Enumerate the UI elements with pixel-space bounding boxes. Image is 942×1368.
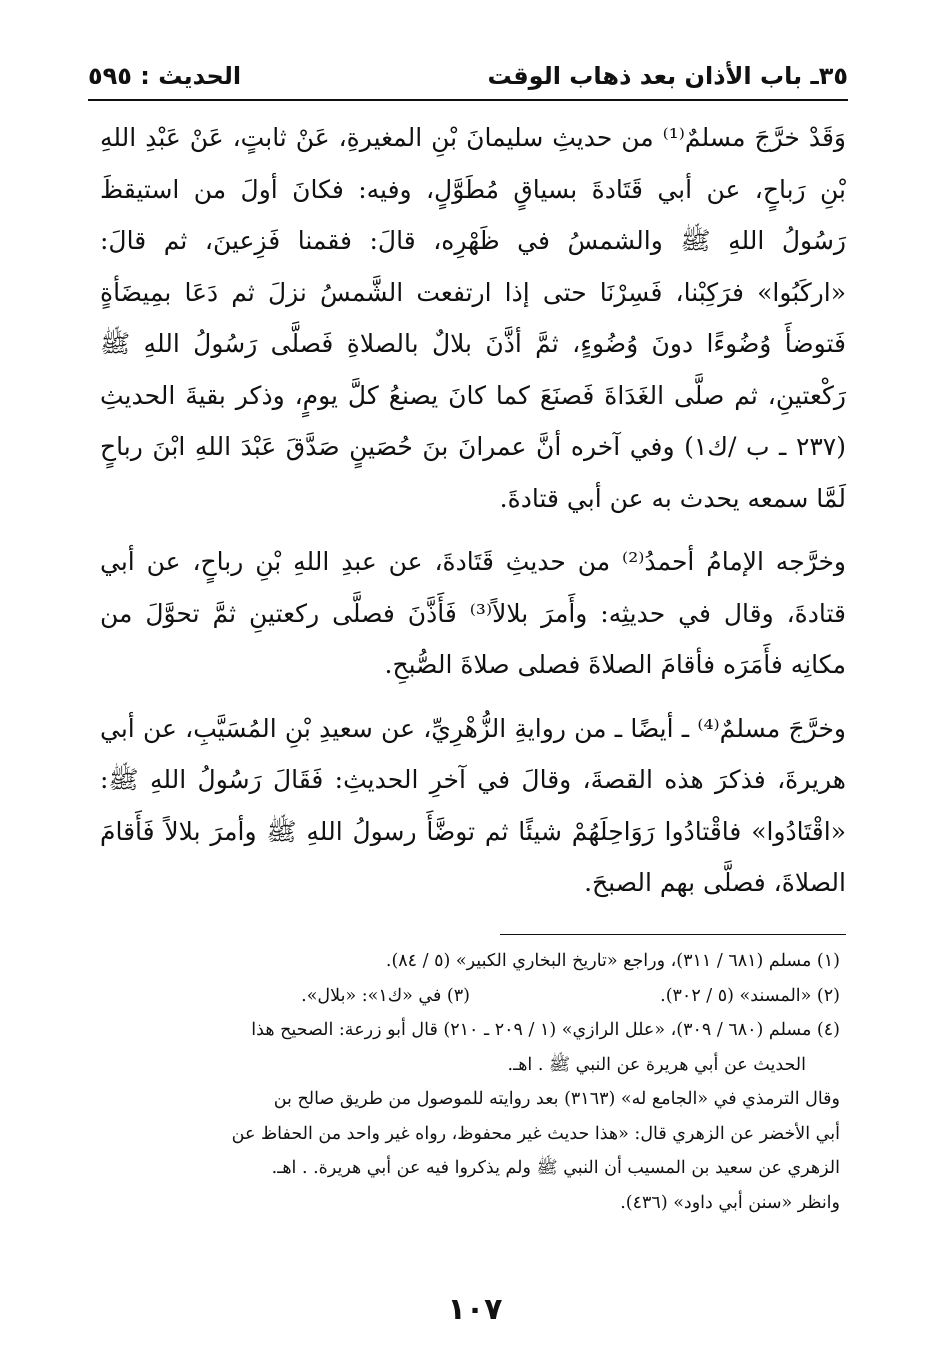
chapter-title: ٣٥ـ باب الأذان بعد ذهاب الوقت [487,62,848,90]
footnote-3: (٣) في «ك١»: «بلال». [301,985,470,1006]
footnotes [100,944,840,1220]
footnote-4-line-1: (٤) مسلم (٦٨٠ / ٣٠٩)، «علل الرازي» (١ / ٢٠٩ ـ ٢١٠) قال أبو زرعة: الصحيح هذا [251,1020,840,1040]
paragraph-1: وَقَدْ خرَّجَ مسلمٌ⁽¹⁾ من حديثِ سليمانَ بْنِ المغيرةِ، عَنْ ثابتٍ، عَنْ عَبْدِ اللهِ بْنِ رَباحٍ، عن أبي قَتَادةَ بسياقٍ مُطَوَّلٍ، وفيه: فكانَ أولَ من استيقظَ رَسُولُ اللهِ ﷺ والشمسُ في ظَهْرِه، قالَ: فقمنا فَزِعينَ، ثم قالَ: «اركَبُوا» فرَكِبْنا، فَسِرْنَا حتى إذا ارتفعت الشَّمسُ نزلَ ثم دَعَا بمِيضَأةٍ فَتوضأَ وُضُوءًا دونَ وُضُوءٍ، ثمَّ أذَّنَ بلالٌ بالصلاةِ فَصلَّى رَسُولُ اللهِ ﷺ رَكْعتينِ، ثم صلَّى الغَدَاةَ فَصنَعَ كما كانَ يصنعُ كلَّ يومٍ، وذكر بقيةَ الحديثِ (٢٣٧ ـ ب /ك١) وفي آخره أنَّ عمرانَ بنَ حُصَينٍ صَدَّقَ عَبْدَ اللهِ ابْنَ رباحٍ لَمَّا سمعه يحدث به عن أبي قتادةَ. [100,123,846,513]
footnote-divider [500,934,846,935]
footnote-1: (١) مسلم (٦٨١ / ٣١١)، وراجع «تاريخ البخاري الكبير» (٥ / ٨٤). [385,951,840,971]
paragraph-3: وخرَّجَ مسلمٌ⁽⁴⁾ ـ أيضًا ـ من روايةِ الزُّهْرِيِّ، عن سعيدِ بْنِ المُسَيَّبِ، عن أبي هريرةَ، فذكرَ هذه القصةَ، وقالَ في آخرِ الحديثِ: فَقَالَ رَسُولُ اللهِ ﷺ: «اقْتَادُوا» فاقْتادُوا رَوَاحِلَهُمْ شيئًا ثم توضَّأَ رسولُ اللهِ ﷺ وأمرَ بلالاً فَأَقامَ الصلاةَ، فصلَّى بهم الصبحَ. [100,713,846,897]
header-divider [88,99,848,101]
hadith-number: الحديث : ٥٩٥ [88,62,242,90]
footnote-4-line-4: أبي الأخضر عن الزهري قال: «هذا حديث غير محفوظ، رواه غير واحد من الحفاظ عن [231,1123,840,1144]
footnote-2: (٢) «المسند» (٥ / ٣٠٢). [660,985,840,1006]
footnote-4-line-2: الحديث عن أبي هريرة عن النبي ﷺ . اهـ. [507,1054,806,1075]
main-text [100,112,846,921]
footnote-4-line-5: الزهري عن سعيد بن المسيب أن النبي ﷺ ولم يذكروا فيه عن أبي هريرة. . اهـ. [271,1158,840,1178]
paragraph-2: وخرَّجه الإمامُ أحمدُ⁽²⁾ من حديثِ قَتَادةَ، عن عبدِ اللهِ بْنِ رباحٍ، عن أبي قتادةَ، وقال في حديثِه: وأَمرَ بلالاً⁽³⁾ فَأَذَّنَ فصلَّى ركعتينِ ثمَّ تحوَّلَ من مكانِه فأَمَرَه فأقامَ الصلاةَ فصلى صلاةَ الصُّبحِ. [100,547,846,679]
footnote-row-2-3 [100,979,840,1014]
page-number: ١٠٧ [447,1292,503,1327]
footnote-4-line-3: وقال الترمذي في «الجامع له» (٣١٦٣) بعد روايته للموصول من طريق صالح بن [273,1089,840,1109]
running-header [88,56,848,96]
footnote-4-line-6: وانظر «سنن أبي داود» (٤٣٦). [620,1192,840,1213]
